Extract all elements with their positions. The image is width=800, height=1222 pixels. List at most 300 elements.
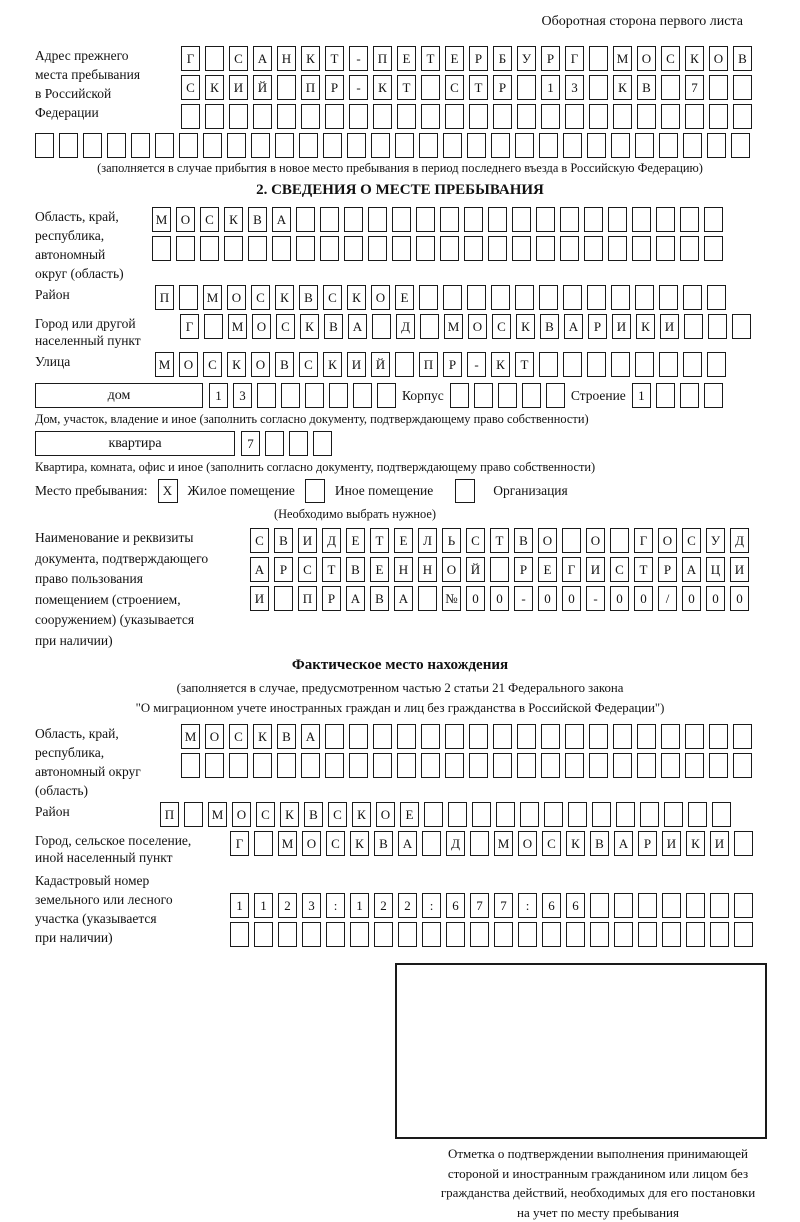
char-cell	[710, 893, 729, 918]
char-cell-row	[241, 431, 332, 456]
char-cell-row	[230, 922, 753, 947]
char-cell	[541, 753, 560, 778]
char-cell	[470, 831, 489, 856]
char-cell	[469, 104, 488, 129]
char-cell: 0	[706, 586, 725, 611]
actual-district-block	[35, 802, 765, 827]
char-cell: С	[492, 314, 511, 339]
char-cell	[496, 802, 515, 827]
char-cell-row	[181, 724, 752, 749]
char-cell	[493, 724, 512, 749]
char-cell	[680, 383, 699, 408]
char-cell-row	[450, 383, 565, 408]
char-cell	[152, 236, 171, 261]
char-cell	[733, 753, 752, 778]
char-cell: Т	[469, 75, 488, 100]
checkbox-org	[455, 479, 475, 503]
char-cell: Р	[638, 831, 657, 856]
char-cell	[632, 236, 651, 261]
char-cell	[344, 207, 363, 232]
char-cell	[350, 922, 369, 947]
char-cell: Й	[253, 75, 272, 100]
char-cell	[656, 383, 675, 408]
char-cell	[539, 352, 558, 377]
char-cell	[440, 207, 459, 232]
char-cell: В	[248, 207, 267, 232]
char-cell-row	[209, 383, 396, 408]
char-cell-row	[152, 207, 723, 232]
char-cell: О	[442, 557, 461, 582]
char-cell: М	[181, 724, 200, 749]
char-cell	[467, 285, 486, 310]
char-cell	[584, 236, 603, 261]
char-cell-row	[180, 314, 751, 339]
char-cell	[635, 352, 654, 377]
char-cell: В	[324, 314, 343, 339]
char-cell	[708, 314, 727, 339]
char-cell	[349, 753, 368, 778]
char-cell: И	[660, 314, 679, 339]
apartment-row	[35, 431, 765, 456]
char-cell	[734, 831, 753, 856]
char-cell	[733, 724, 752, 749]
char-cell: О	[205, 724, 224, 749]
char-cell	[464, 207, 483, 232]
char-cell: 1	[209, 383, 228, 408]
stamp-caption: Отметка о подтверждении выполнения принимающей стороной и иностранным гражданином или лицом без гражданства действий, необходимых для его постановки на учет по месту пребывания	[440, 1146, 756, 1220]
char-cell: 0	[466, 586, 485, 611]
char-cell	[566, 922, 585, 947]
char-cell: С	[661, 46, 680, 71]
char-cell	[445, 104, 464, 129]
char-cell: О	[176, 207, 195, 232]
char-cell	[59, 133, 78, 158]
char-cell: Р	[493, 75, 512, 100]
char-cell	[664, 802, 683, 827]
char-cell	[517, 753, 536, 778]
char-cell	[203, 133, 222, 158]
char-cell	[704, 207, 723, 232]
char-cell	[610, 528, 629, 553]
char-cell	[498, 383, 517, 408]
korpus-label: Корпус	[402, 387, 444, 403]
char-cell	[709, 75, 728, 100]
char-cell: Е	[445, 46, 464, 71]
char-cell: П	[373, 46, 392, 71]
char-cell: Р	[322, 586, 341, 611]
char-cell: М	[494, 831, 513, 856]
char-cell	[709, 753, 728, 778]
char-cell	[488, 236, 507, 261]
char-cell-row	[181, 46, 752, 71]
cadastre-label: Кадастровый номер земельного или лесного участка (указывается при наличии)	[35, 873, 173, 945]
char-cell	[325, 753, 344, 778]
char-cell	[684, 314, 703, 339]
char-cell	[734, 922, 753, 947]
char-cell: /	[658, 586, 677, 611]
char-cell: К	[516, 314, 535, 339]
char-cell	[611, 133, 630, 158]
char-cell	[546, 383, 565, 408]
char-cell	[637, 753, 656, 778]
char-cell: :	[422, 893, 441, 918]
char-cell	[661, 104, 680, 129]
char-cell: К	[350, 831, 369, 856]
char-cell: В	[374, 831, 393, 856]
char-cell: Т	[370, 528, 389, 553]
char-cell	[418, 586, 437, 611]
char-cell	[254, 922, 273, 947]
char-cell	[686, 922, 705, 947]
char-cell	[371, 133, 390, 158]
prev-address-label: Адрес прежнего места пребывания в Российской Федерации	[35, 48, 141, 120]
char-cell: Т	[322, 557, 341, 582]
char-cell: В	[540, 314, 559, 339]
char-cell-row	[230, 893, 753, 918]
char-cell	[589, 75, 608, 100]
region-rows	[152, 207, 723, 261]
char-cell	[707, 133, 726, 158]
char-cell	[587, 133, 606, 158]
char-cell	[277, 753, 296, 778]
char-cell	[184, 802, 203, 827]
document-label: Наименование и реквизиты документа, подтверждающего право пользования помещением (строением, сооружением) (указывается при наличии)	[35, 530, 209, 648]
char-cell	[709, 724, 728, 749]
char-cell	[420, 314, 439, 339]
char-cell: М	[208, 802, 227, 827]
char-cell: Р	[541, 46, 560, 71]
char-cell	[494, 922, 513, 947]
char-cell	[635, 285, 654, 310]
char-cell	[611, 285, 630, 310]
char-cell	[248, 236, 267, 261]
char-cell	[493, 753, 512, 778]
char-cell: О	[232, 802, 251, 827]
char-cell: 0	[610, 586, 629, 611]
apartment-note: Квартира, комната, офис и иное (заполнить согласно документу, подтверждающему право собственности)	[35, 460, 596, 474]
char-cell	[398, 922, 417, 947]
char-cell: И	[298, 528, 317, 553]
char-cell	[474, 383, 493, 408]
char-cell: 0	[538, 586, 557, 611]
char-cell	[539, 133, 558, 158]
char-cell: С	[682, 528, 701, 553]
street-label: Улица	[35, 354, 71, 369]
char-cell-row	[250, 528, 749, 553]
char-cell: К	[227, 352, 246, 377]
actual-region-block	[35, 724, 765, 802]
char-cell	[522, 383, 541, 408]
char-cell-row	[155, 285, 726, 310]
char-cell	[397, 104, 416, 129]
char-cell: А	[301, 724, 320, 749]
char-cell	[632, 207, 651, 232]
char-cell: К	[253, 724, 272, 749]
actual-location-title: Фактическое место нахождения	[291, 657, 509, 673]
char-cell	[325, 724, 344, 749]
char-cell	[421, 104, 440, 129]
char-cell	[397, 724, 416, 749]
stamp-area	[393, 963, 800, 1222]
cadastre-block	[35, 871, 765, 955]
char-cell	[517, 75, 536, 100]
char-cell: 1	[230, 893, 249, 918]
char-cell	[589, 46, 608, 71]
char-cell: Т	[634, 557, 653, 582]
option-zhiloe-label: Жилое помещение	[187, 483, 295, 498]
char-cell	[470, 922, 489, 947]
char-cell	[254, 831, 273, 856]
char-cell: 6	[542, 893, 561, 918]
city-label: Город или другой населенный пункт	[35, 316, 141, 348]
char-cell: К	[224, 207, 243, 232]
cadastre-rows	[230, 893, 753, 947]
char-cell: Р	[658, 557, 677, 582]
char-cell: В	[514, 528, 533, 553]
char-cell	[305, 383, 324, 408]
char-cell	[421, 753, 440, 778]
char-cell	[560, 207, 579, 232]
char-cell	[299, 133, 318, 158]
char-cell	[326, 922, 345, 947]
char-cell: И	[586, 557, 605, 582]
char-cell: Е	[346, 528, 365, 553]
char-cell: У	[517, 46, 536, 71]
char-cell: С	[181, 75, 200, 100]
char-cell	[613, 724, 632, 749]
char-cell: И	[710, 831, 729, 856]
district-label: Район	[35, 287, 70, 302]
char-cell: 7	[685, 75, 704, 100]
char-cell	[277, 75, 296, 100]
char-cell	[587, 352, 606, 377]
char-cell: 3	[565, 75, 584, 100]
char-cell: В	[299, 285, 318, 310]
house-box: дом	[35, 383, 203, 408]
char-cell	[584, 207, 603, 232]
char-cell: С	[203, 352, 222, 377]
char-cell: Р	[514, 557, 533, 582]
char-cell	[421, 75, 440, 100]
char-cell	[416, 207, 435, 232]
char-cell: О	[371, 285, 390, 310]
char-cell: Р	[588, 314, 607, 339]
char-cell: Д	[396, 314, 415, 339]
char-cell	[541, 104, 560, 129]
char-cell	[734, 893, 753, 918]
char-cell: К	[685, 46, 704, 71]
char-cell	[568, 802, 587, 827]
char-cell: О	[179, 352, 198, 377]
char-cell	[424, 802, 443, 827]
char-cell	[131, 133, 150, 158]
char-cell	[541, 724, 560, 749]
char-cell	[281, 383, 300, 408]
char-cell: 1	[632, 383, 651, 408]
char-cell-row	[160, 802, 731, 827]
char-cell: Е	[400, 802, 419, 827]
prev-address-rows	[181, 46, 752, 129]
char-cell: Т	[325, 46, 344, 71]
region-block	[35, 207, 765, 285]
char-cell: С	[229, 46, 248, 71]
char-cell	[296, 236, 315, 261]
char-cell: В	[275, 352, 294, 377]
section2-title: 2. СВЕДЕНИЯ О МЕСТЕ ПРЕБЫВАНИЯ	[256, 182, 544, 198]
prev-address-block	[35, 46, 765, 129]
char-cell: Г	[230, 831, 249, 856]
char-cell: К	[491, 352, 510, 377]
char-cell: 6	[446, 893, 465, 918]
char-cell: А	[346, 586, 365, 611]
char-cell-row	[181, 753, 752, 778]
char-cell-row	[250, 557, 749, 582]
char-cell	[353, 383, 372, 408]
char-cell	[707, 352, 726, 377]
char-cell: К	[613, 75, 632, 100]
char-cell	[520, 802, 539, 827]
char-cell-row	[230, 831, 753, 856]
char-cell	[329, 383, 348, 408]
char-cell	[320, 207, 339, 232]
char-cell: Т	[515, 352, 534, 377]
stay-type-row	[35, 479, 765, 503]
option-org-label: Организация	[493, 483, 568, 498]
char-cell: К	[347, 285, 366, 310]
char-cell: С	[610, 557, 629, 582]
char-cell	[445, 724, 464, 749]
char-cell: В	[590, 831, 609, 856]
char-cell	[445, 753, 464, 778]
char-cell-row	[250, 586, 749, 611]
char-cell	[638, 893, 657, 918]
char-cell: С	[200, 207, 219, 232]
char-cell	[637, 724, 656, 749]
char-cell: К	[275, 285, 294, 310]
char-cell	[301, 753, 320, 778]
char-cell	[464, 236, 483, 261]
char-cell: Е	[538, 557, 557, 582]
char-cell	[656, 236, 675, 261]
char-cell	[251, 133, 270, 158]
char-cell: Г	[181, 46, 200, 71]
char-cell	[491, 285, 510, 310]
char-cell	[688, 802, 707, 827]
char-cell: С	[323, 285, 342, 310]
char-cell	[512, 207, 531, 232]
char-cell	[446, 922, 465, 947]
char-cell	[181, 753, 200, 778]
char-cell	[179, 133, 198, 158]
char-cell: 0	[682, 586, 701, 611]
char-cell: К	[352, 802, 371, 827]
char-cell: Г	[634, 528, 653, 553]
char-cell	[200, 236, 219, 261]
char-cell: Т	[397, 75, 416, 100]
char-cell: Е	[394, 528, 413, 553]
char-cell	[661, 75, 680, 100]
char-cell: К	[205, 75, 224, 100]
actual-region-rows	[181, 724, 752, 778]
char-cell: М	[613, 46, 632, 71]
char-cell	[179, 285, 198, 310]
char-cell: С	[445, 75, 464, 100]
char-cell	[565, 753, 584, 778]
char-cell: С	[251, 285, 270, 310]
char-cell	[265, 431, 284, 456]
char-cell	[419, 285, 438, 310]
char-cell: М	[155, 352, 174, 377]
char-cell: В	[277, 724, 296, 749]
char-cell	[302, 922, 321, 947]
char-cell: Д	[730, 528, 749, 553]
char-cell	[224, 236, 243, 261]
char-cell	[469, 753, 488, 778]
char-cell	[517, 724, 536, 749]
char-cell: 3	[233, 383, 252, 408]
char-cell: Т	[421, 46, 440, 71]
char-cell: А	[250, 557, 269, 582]
char-cell: Г	[565, 46, 584, 71]
char-cell: В	[304, 802, 323, 827]
char-cell: О	[658, 528, 677, 553]
document-rows	[250, 528, 749, 611]
char-cell: А	[394, 586, 413, 611]
char-cell: 0	[730, 586, 749, 611]
char-cell: П	[160, 802, 179, 827]
char-cell: :	[518, 893, 537, 918]
char-cell	[257, 383, 276, 408]
char-cell: Т	[490, 528, 509, 553]
char-cell: А	[253, 46, 272, 71]
char-cell: П	[301, 75, 320, 100]
district-block	[35, 285, 765, 310]
char-cell: -	[586, 586, 605, 611]
char-cell	[640, 802, 659, 827]
char-cell: П	[419, 352, 438, 377]
char-cell	[562, 528, 581, 553]
char-cell: 6	[566, 893, 585, 918]
char-cell	[518, 922, 537, 947]
char-cell	[680, 207, 699, 232]
char-cell	[450, 383, 469, 408]
char-cell: К	[300, 314, 319, 339]
char-cell-row	[181, 104, 752, 129]
char-cell	[227, 133, 246, 158]
char-cell: С	[298, 557, 317, 582]
option-inoe-label: Иное помещение	[334, 483, 434, 498]
char-cell	[419, 133, 438, 158]
char-cell	[685, 753, 704, 778]
char-cell	[204, 314, 223, 339]
char-cell	[563, 285, 582, 310]
actual-location-note: (заполняется в случае, предусмотренном частью 2 статьи 21 Федерального закона "О миграционном учете иностранных граждан и лиц без гражданства в Российской Федерации")	[135, 681, 665, 715]
char-cell	[397, 753, 416, 778]
char-cell: К	[686, 831, 705, 856]
char-cell: О	[538, 528, 557, 553]
char-cell	[320, 236, 339, 261]
char-cell: В	[346, 557, 365, 582]
char-cell	[662, 922, 681, 947]
char-cell: Л	[418, 528, 437, 553]
char-cell	[253, 104, 272, 129]
char-cell: Р	[325, 75, 344, 100]
char-cell: Б	[493, 46, 512, 71]
char-cell: 7	[494, 893, 513, 918]
char-cell	[469, 724, 488, 749]
char-cell: А	[682, 557, 701, 582]
char-cell	[422, 831, 441, 856]
